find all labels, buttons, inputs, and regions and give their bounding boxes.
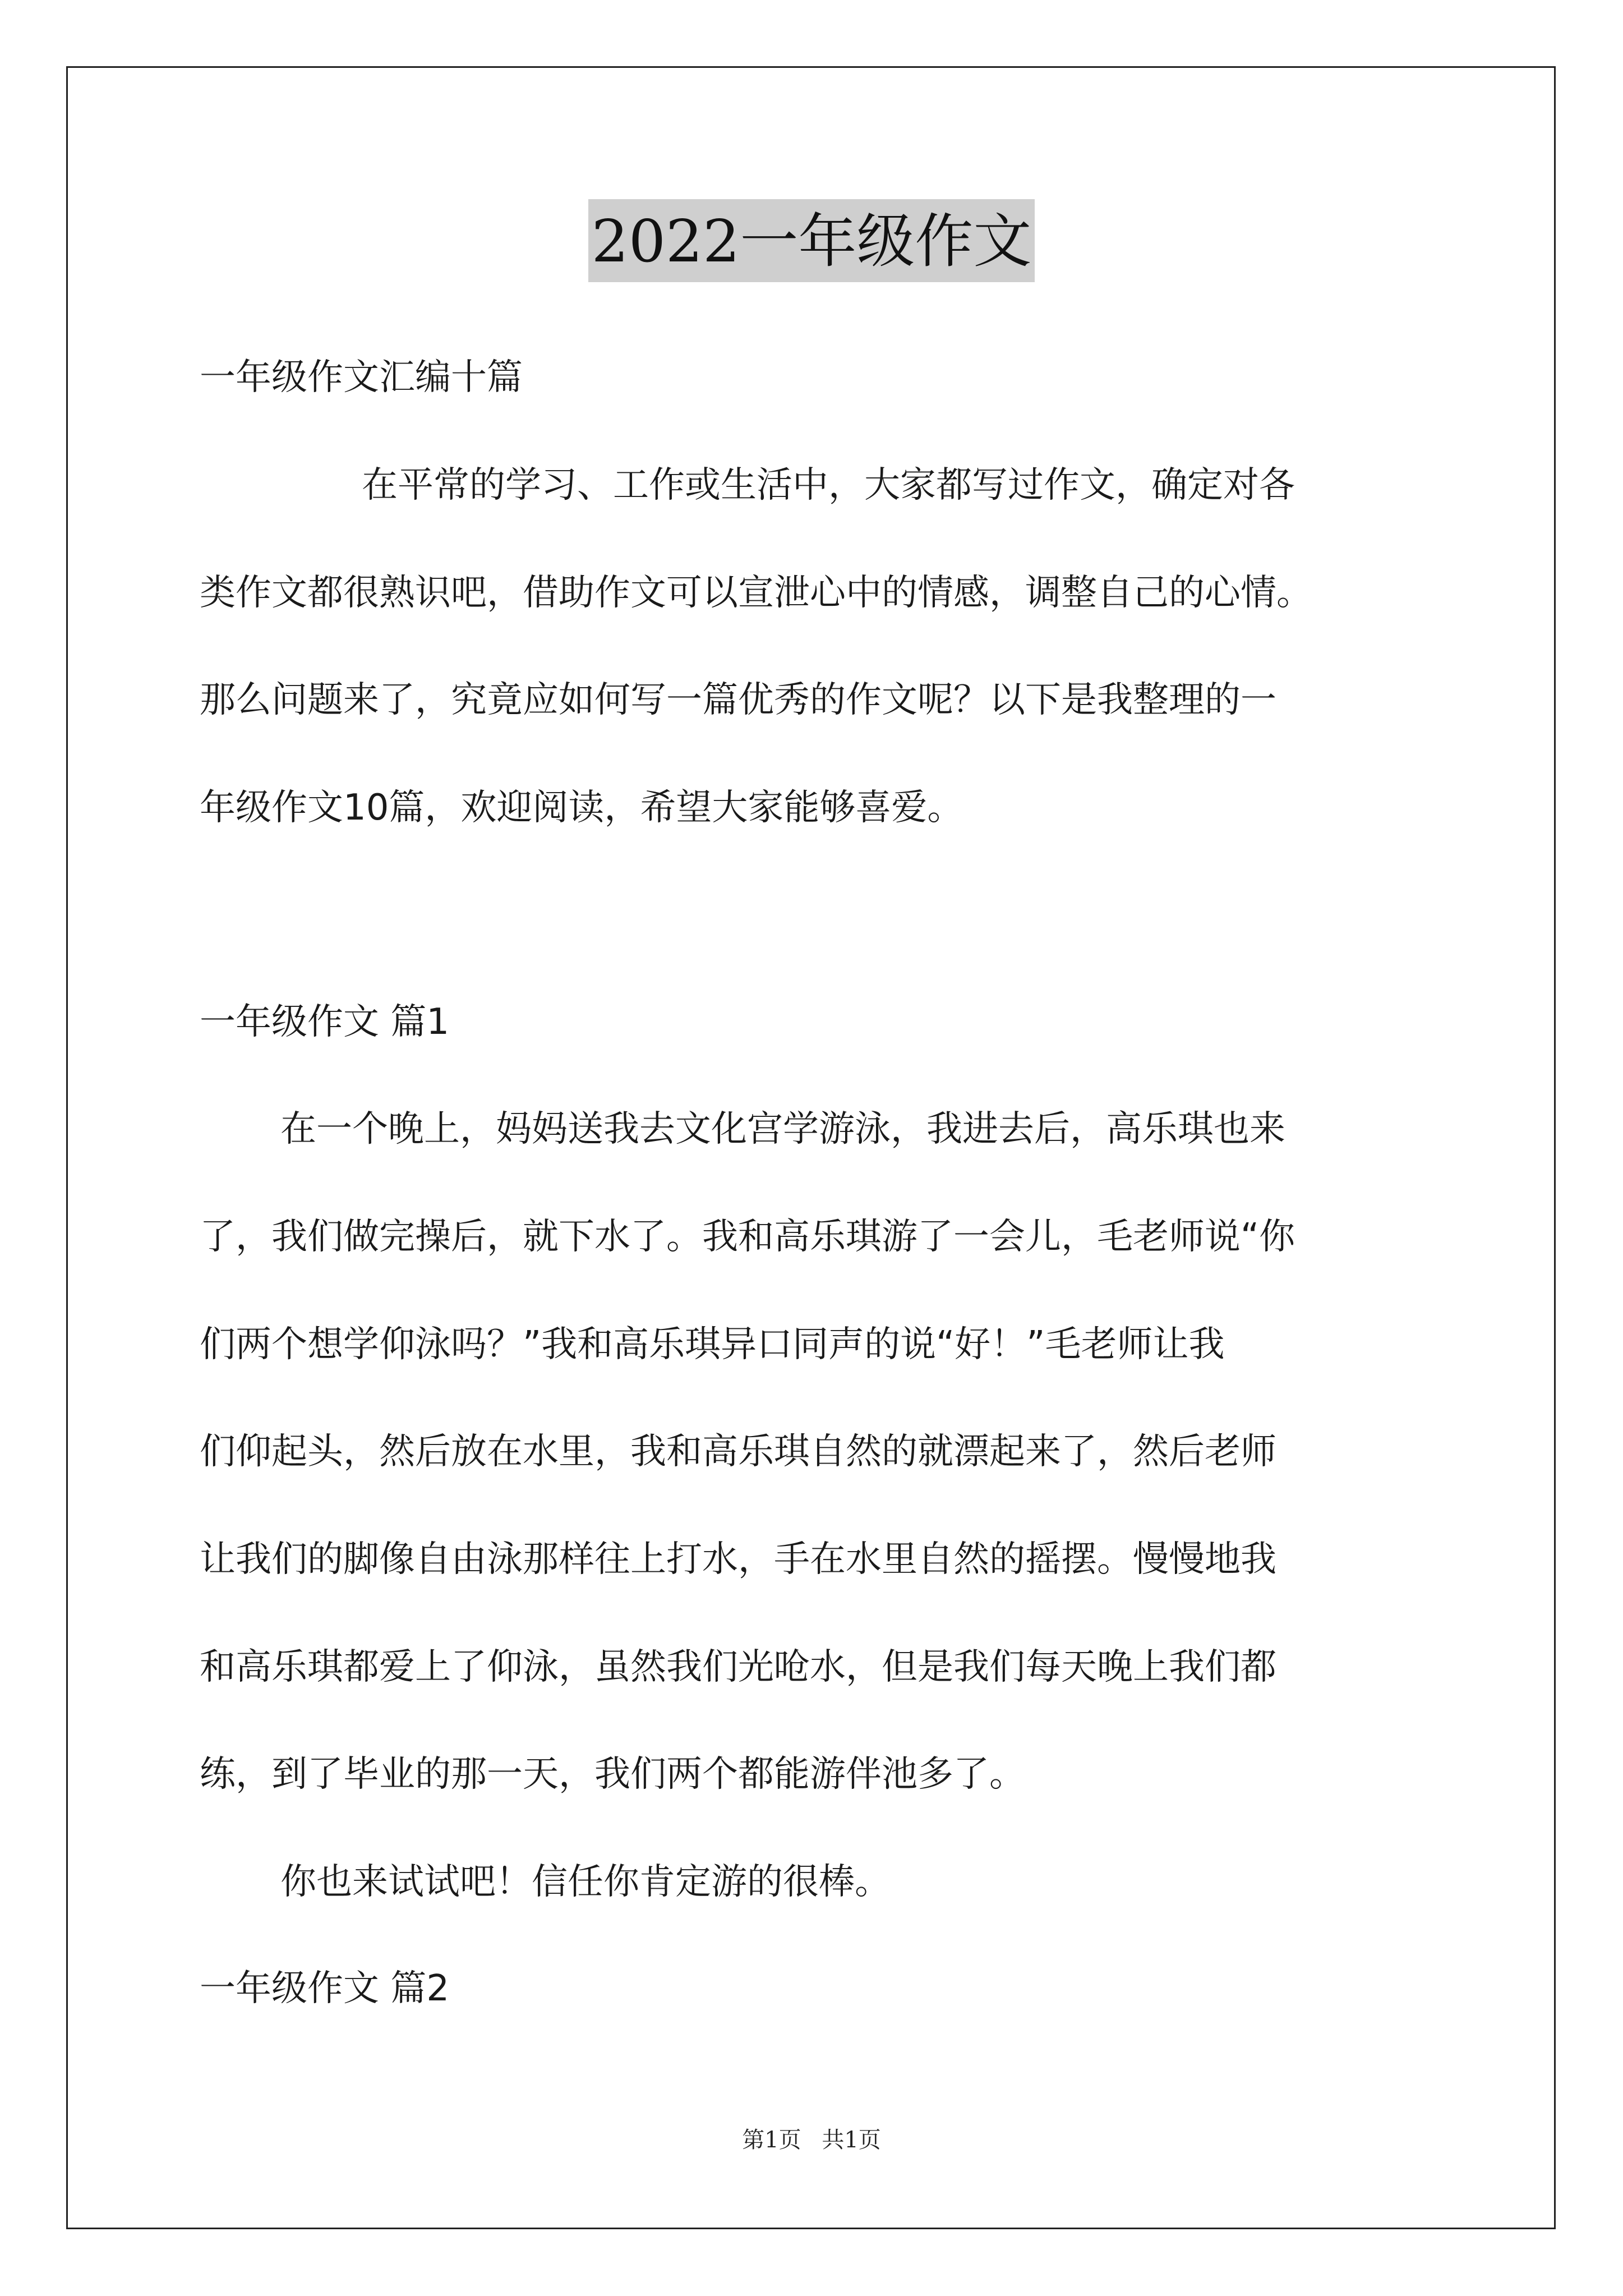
section-1-line-4: 们仰起头，然后放在水里，我和高乐琪自然的就漂起来了，然后老师 [200,1431,1276,1473]
section-1-line-6: 和高乐琪都爱上了仰泳，虽然我们光呛水，但是我们每天晚上我们都 [200,1646,1276,1688]
section-1-line-5: 让我们的脚像自由泳那样往上打水，手在水里自然的摇摆。慢慢地我 [200,1539,1276,1580]
intro-line-2: 类作文都很熟识吧，借助作文可以宣泄心中的情感，调整自己的心情。 [200,572,1312,614]
title-wrap [0,199,1623,282]
document-title: 2022一年级作文 [588,199,1035,282]
section-1-line-7: 练，到了毕业的那一天，我们两个都能游伴池多了。 [200,1754,1025,1795]
section-1-line-3: 们两个想学仰泳吗？”我和高乐琪异口同声的说“好！”毛老师让我 [200,1324,1225,1365]
page-footer [0,2126,1623,2154]
section-1-closing: 你也来试试吧！信任你肯定游的很棒。 [280,1861,891,1903]
intro-line-3: 那么问题来了，究竟应如何写一篇优秀的作文呢？以下是我整理的一 [200,679,1276,721]
section-1-line-2: 了，我们做完操后，就下水了。我和高乐琪游了一会儿，毛老师说“你 [200,1216,1295,1258]
document-subtitle: 一年级作文汇编十篇 [200,357,523,398]
intro-line-4: 年级作文10篇，欢迎阅读，希望大家能够喜爱。 [200,787,963,829]
page-number: 第1页 [742,2127,801,2153]
section-1-line-1: 在一个晚上，妈妈送我去文化宫学游泳，我进去后，高乐琪也来 [280,1108,1285,1150]
page-total: 共1页 [822,2127,881,2153]
intro-line-1: 在平常的学习、工作或生活中，大家都写过作文，确定对各 [362,464,1295,506]
section-1-heading: 一年级作文 篇1 [200,1001,450,1043]
section-2-heading: 一年级作文 篇2 [200,1968,450,2009]
